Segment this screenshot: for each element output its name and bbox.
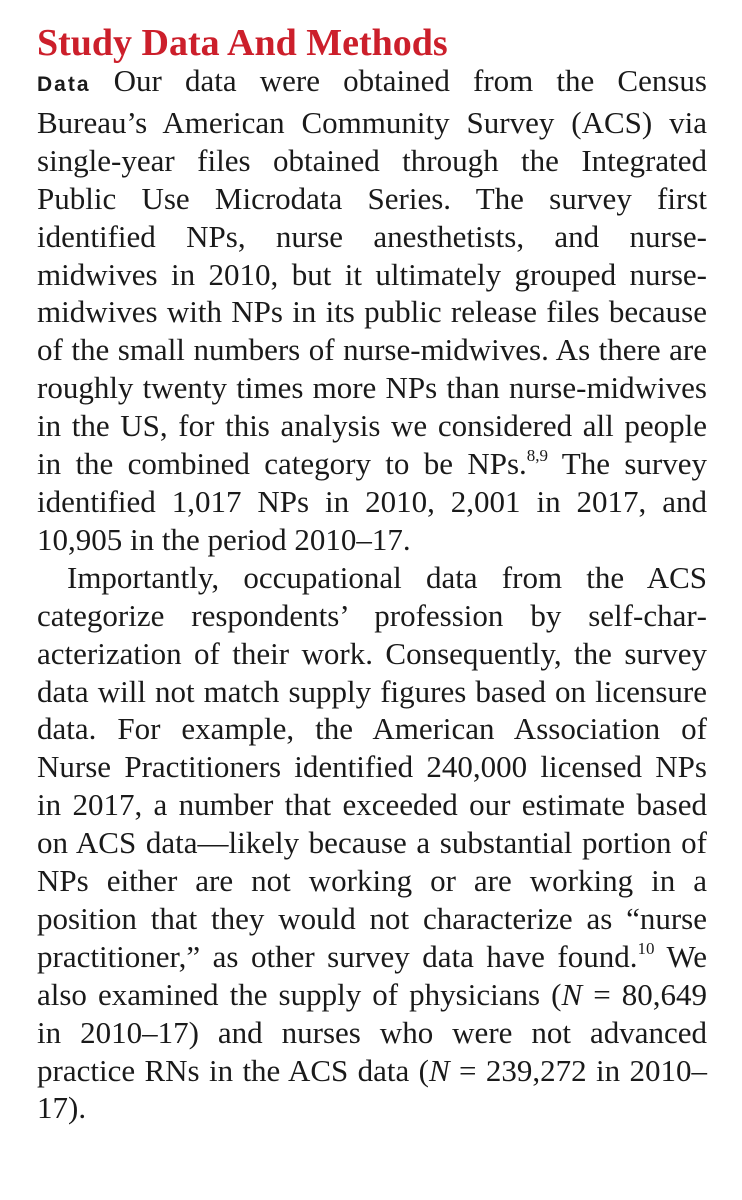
- section-heading: Study Data And Methods: [37, 22, 448, 64]
- paragraph-data: [37, 62, 707, 559]
- para1-text-b: The survey identified 1,017 NPs in 2010, 2,001 in 2017, and 10,905 in the period 2010–17.: [37, 446, 707, 557]
- citation-10: 10: [637, 938, 655, 958]
- section-label: Data: [37, 73, 91, 96]
- para1-text-a: Our data were obtained from the Census Bureau’s American Community Survey (ACS) via single-year files obtained through the Integrated Public Use Microdata Series. The survey first identified NPs, nurse anesthetists, and nurse-midwives in 2010, but it ultimately grouped nurse-midwives with NPs in its public release files because of the small numbers of nurse-midwives. As there are roughly twenty times more NPs than nurse-midwives in the US, for this analysis we considered all people in the combined category to be NPs.: [37, 63, 707, 482]
- citation-8-9: 8,9: [526, 446, 549, 466]
- para2-text-c: = 80,649 in 2010–17) and nurses who were not advanced practice RNs in the ACS data (: [37, 976, 707, 1088]
- paragraph-occupational: [37, 559, 707, 1128]
- n-variable-physicians: N: [561, 976, 583, 1012]
- para2-text-a: Importantly, occupational data from the ACS categorize respondents’ profession by self-characterization of their work. Consequently, the survey data will not match supply figures based on licensure data. For example, the American Association of Nurse Practitioners identified 240,000 licensed NPs in 2017, a number that exceeded our estimate based on ACS data—likely because a substantial portion of NPs either are not working or are working in a position that they would not characterize as “nurse practitioner,” as other survey data have found.: [37, 559, 707, 974]
- para2-text-d: = 239,272 in 2010–17).: [37, 1052, 707, 1126]
- n-variable-nurses: N: [428, 1052, 450, 1088]
- article-body: [37, 62, 707, 1127]
- para2-text-b: We also examined the supply of physicians (: [37, 938, 707, 1012]
